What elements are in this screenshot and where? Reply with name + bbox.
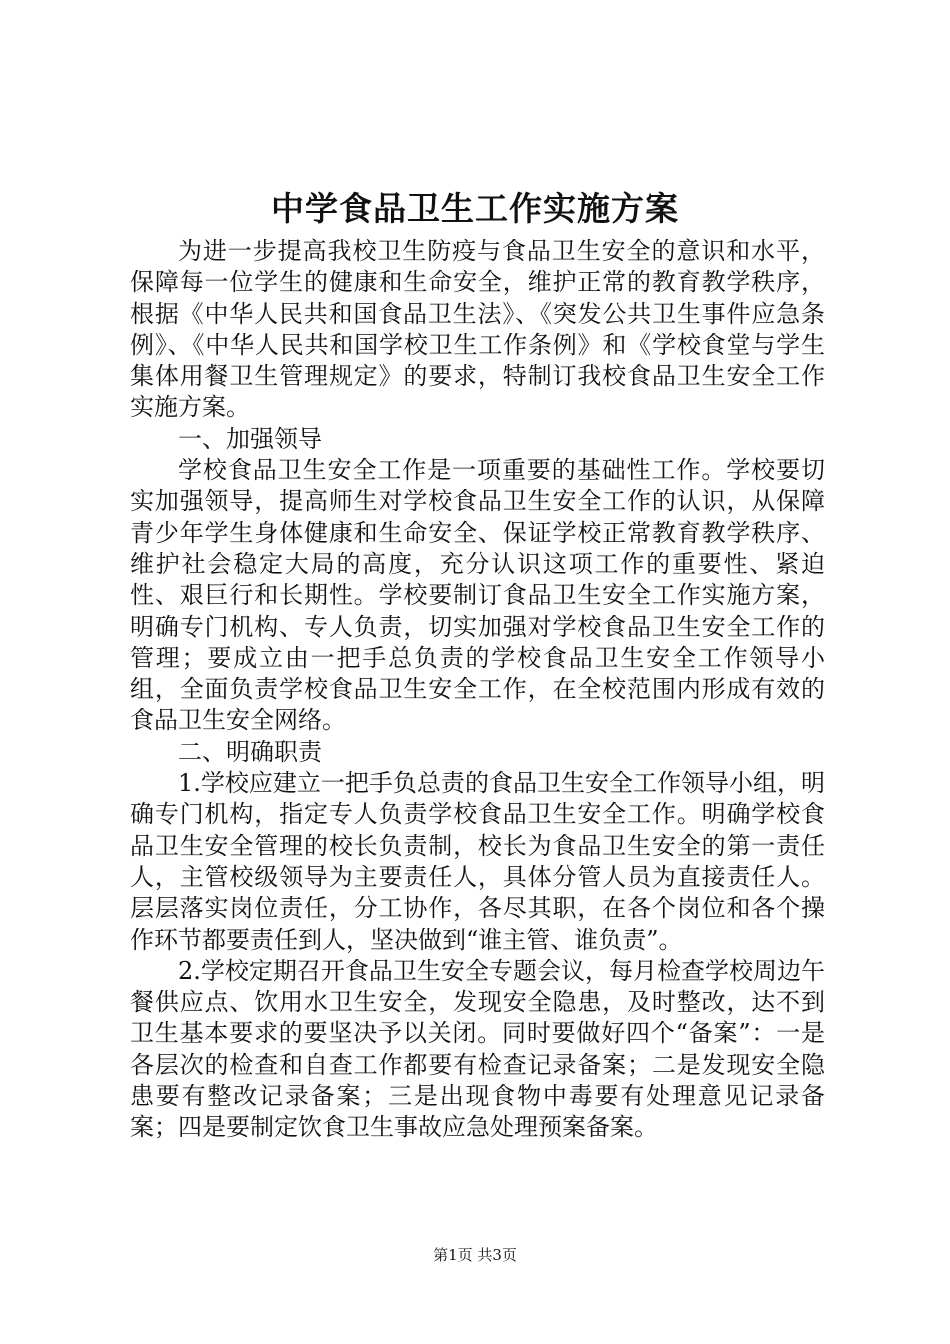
section-heading-leadership: 一、加强领导 xyxy=(178,424,322,453)
section-heading-responsibilities: 二、明确职责 xyxy=(178,737,322,766)
page-number-footer: 第1页 共3页 xyxy=(433,1246,517,1264)
leadership-paragraph: 学校食品卫生安全工作是一项重要的基础性工作。学校要切实加强领导，提高师生对学校食品卫生安全工作的认识，从保障青少年学生身体健康和生命安全、保证学校正常教育教学秩序、维护社会稳定大局的高度，充分认识这项工作的重要性、紧迫性、艰巨行和长期性。学校要制订食品卫生安全工作实施方案，明确专门机构、专人负责，切实加强对学校食品卫生安全工作的管理；要成立由一把手总负责的学校食品卫生安全工作领导小组，全面负责学校食品卫生安全工作，在全校范围内形成有效的食品卫生安全网络。 xyxy=(130,456,825,735)
intro-paragraph: 为进一步提高我校卫生防疫与食品卫生安全的意识和水平，保障每一位学生的健康和生命安全，维护正常的教育教学秩序，根据《中华人民共和国食品卫生法》、《突发公共卫生事件应急条例》、《中华人民共和国学校卫生工作条例》和《学校食堂与学生集体用餐卫生管理规定》的要求，特制订我校食品卫生安全工作实施方案。 xyxy=(130,237,825,422)
responsibility-item-1: 1.学校应建立一把手负总责的食品卫生安全工作领导小组，明确专门机构，指定专人负责学校食品卫生安全工作。明确学校食品卫生安全管理的校长负责制，校长为食品卫生安全的第一责任人，主管校级领导为主要责任人，具体分管人员为直接责任人。层层落实岗位责任，分工协作，各尽其职，在各个岗位和各个操作环节都要责任到人，坚决做到“谁主管、谁负责”。 xyxy=(130,769,825,954)
document-body xyxy=(130,236,825,1144)
document-title: 中学食品卫生工作实施方案 xyxy=(271,189,679,228)
responsibility-item-2: 2.学校定期召开食品卫生安全专题会议，每月检查学校周边午餐供应点、饮用水卫生安全，发现安全隐患，及时整改，达不到卫生基本要求的要坚决予以关闭。同时要做好四个“备案”：一是各层次的检查和自查工作都要有检查记录备案；二是发现安全隐患要有整改记录备案；三是出现食物中毒要有处理意见记录备案；四是要制定饮食卫生事故应急处理预案备案。 xyxy=(130,956,825,1142)
